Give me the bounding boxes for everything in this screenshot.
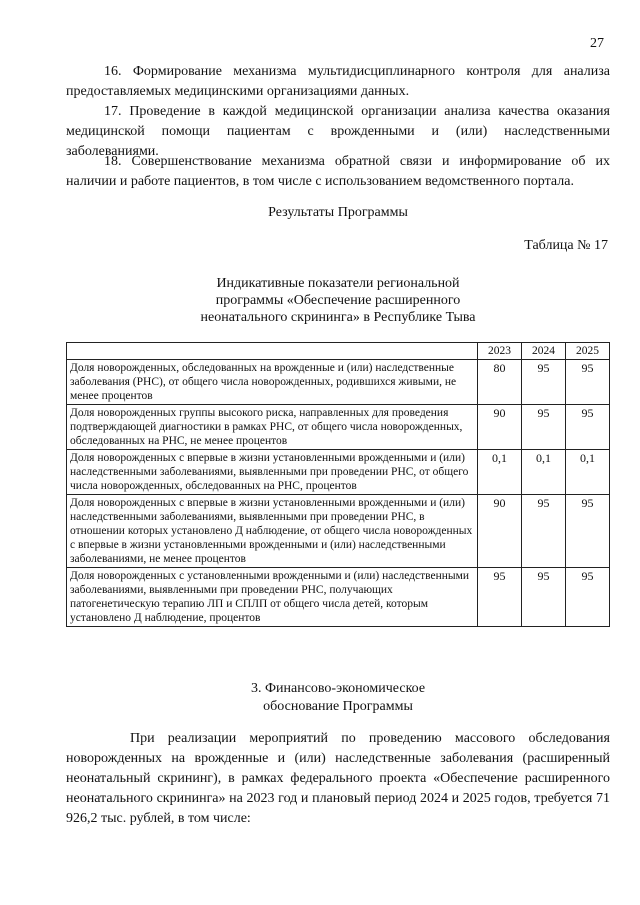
value-2023: 95 [478,568,522,627]
list-item-18 [66,152,610,192]
value-2025: 95 [566,568,610,627]
indicators-table [66,342,610,627]
table-title-line-2: программы «Обеспечение расширенного [215,293,461,308]
list-item-16-text: 16. Формирование механизма мультидисциплинарного контроля для анализа предоставляемых медицинскими организациями данных. [66,64,610,99]
list-item-16 [66,62,610,102]
value-2024: 95 [522,495,566,568]
row-label: Доля новорожденных с впервые в жизни установленными врожденными и (или) наследственными заболеваниями, выявленными при проведении РНС, в отношении которых установлено Д наблюдение, от общего числа новорожденных с впервые в жизни установленными врожденными и (или) наследственными заболеваниями, не менее процентов [67,495,478,568]
value-2023: 0,1 [478,450,522,495]
value-2025: 95 [566,495,610,568]
table-row [67,405,610,450]
section-3-heading-line-2: обоснование Программы [263,699,413,714]
table-header-row [67,343,610,360]
table-label: Таблица № 17 [524,238,608,253]
row-label: Доля новорожденных, обследованных на врожденные и (или) наследственные заболевания (РНС), от общего числа новорожденных, родившихся живыми, не менее процентов [67,360,478,405]
closing-paragraph [66,729,610,829]
value-2025: 95 [566,405,610,450]
section-results-heading: Результаты Программы [268,205,408,220]
list-item-17-text: 17. Проведение в каждой медицинской организации анализа качества оказания медицинской помощи пациентам с врожденными и (или) наследственными заболеваниями. [66,104,610,159]
header-year-2025: 2025 [566,343,610,360]
row-label: Доля новорожденных с впервые в жизни установленными врожденными и (или) наследственными заболеваниями, выявленными при проведении РНС, от общего числа новорожденных, обследованных на РНС, процентов [67,450,478,495]
header-year-2023: 2023 [478,343,522,360]
value-2025: 95 [566,360,610,405]
table-row [67,360,610,405]
value-2023: 90 [478,495,522,568]
value-2024: 95 [522,568,566,627]
list-item-18-text: 18. Совершенствование механизма обратной связи и информирование об их наличии и работе пациентов, в том числе с использованием ведомственного портала. [66,154,610,189]
table-title-line-3: неонатального скрининга» в Республике Тыва [200,310,476,325]
table-row [67,450,610,495]
value-2023: 80 [478,360,522,405]
value-2025: 0,1 [566,450,610,495]
section-3-heading-line-1: 3. Финансово-экономическое [250,681,426,696]
row-label: Доля новорожденных группы высокого риска, направленных для проведения подтверждающей диагностики в рамках РНС, от общего числа новорожденных, обследованных на РНС, не менее процентов [67,405,478,450]
page-number: 27 [590,36,604,51]
table-title-line-1: Индикативные показатели региональной [216,276,460,291]
header-blank [67,343,478,360]
value-2023: 90 [478,405,522,450]
header-year-2024: 2024 [522,343,566,360]
closing-paragraph-text: При реализации мероприятий по проведению массового обследования новорожденных на врожденные и (или) наследственные заболевания (расширенный неонатальный скрининг), в рамках федерального проекта «Обеспечение расширенного неонатального скрининга» на 2023 год и плановый период 2024 и 2025 годов, требуется 71 926,2 тыс. рублей, в том числе: [66,731,610,826]
value-2024: 95 [522,405,566,450]
row-label: Доля новорожденных с установленными врожденными и (или) наследственными заболеваниями, выявленными при проведении РНС, получающих патогенетическую терапию ЛП и СПЛП от общего числа детей, которым установлено Д наблюдение, процентов [67,568,478,627]
table-row [67,568,610,627]
value-2024: 0,1 [522,450,566,495]
table-row [67,495,610,568]
value-2024: 95 [522,360,566,405]
